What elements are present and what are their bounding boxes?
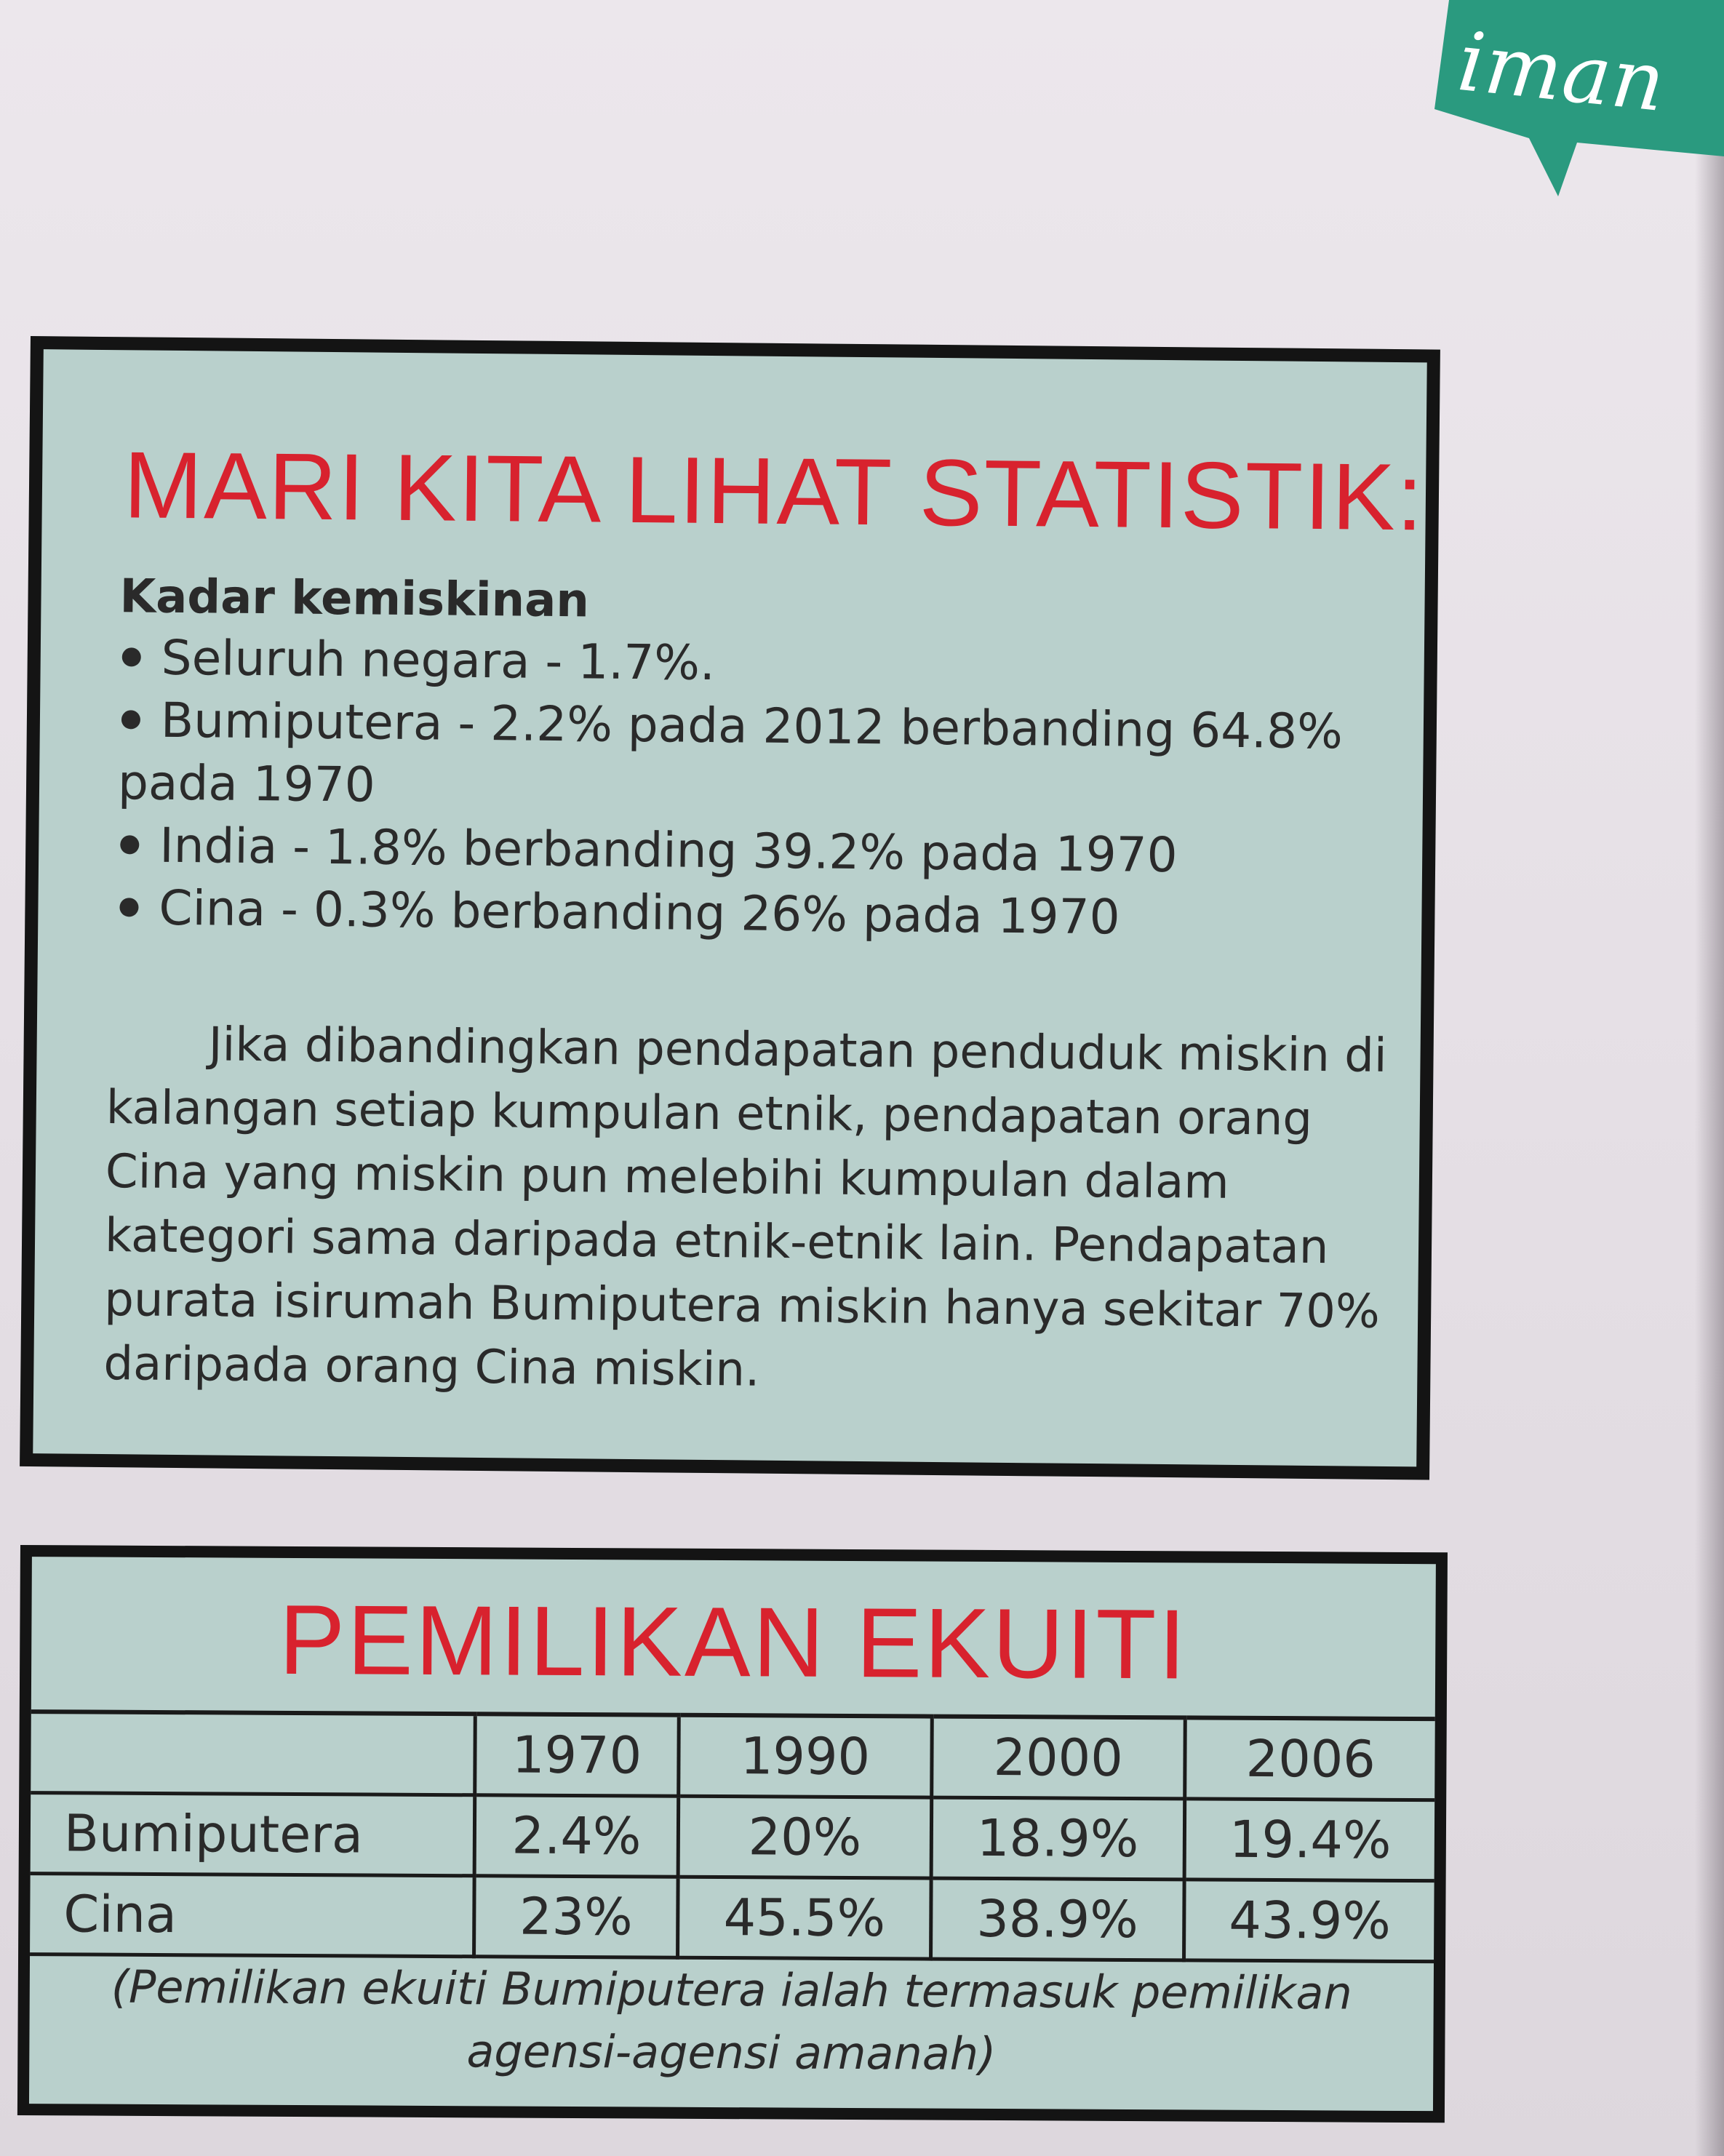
table-header-cell: 1970	[475, 1714, 679, 1796]
list-item	[116, 877, 1397, 951]
table-row	[30, 1874, 1434, 1962]
section-tab-label: iman	[1453, 15, 1670, 131]
bullet-icon	[122, 647, 141, 666]
table-cell: 2.4%	[474, 1795, 679, 1877]
list-item-text: Bumiputera - 2.2% pada 2012 berbanding 64.8% pada 1970	[117, 692, 1344, 813]
table-header-row	[31, 1712, 1435, 1800]
statistics-box	[20, 336, 1440, 1480]
table-header-cell: 1990	[679, 1715, 932, 1797]
table-row-label: Cina	[30, 1874, 474, 1957]
bullet-icon	[119, 898, 138, 917]
list-item-text: Cina - 0.3% berbanding 26% pada 1970	[159, 879, 1120, 946]
table-cell: 45.5%	[678, 1877, 931, 1959]
bullet-icon	[121, 710, 140, 729]
poverty-rate-list	[116, 626, 1400, 951]
table-cell: 43.9%	[1184, 1880, 1434, 1962]
list-item-text: India - 1.8% berbanding 39.2% pada 1970	[159, 817, 1178, 884]
table-cell: 23%	[474, 1876, 679, 1957]
bullet-icon	[120, 835, 139, 854]
statistics-subtitle: Kadar kemiskinan	[119, 570, 590, 628]
equity-title: PEMILIKAN EKUITI	[279, 1584, 1189, 1700]
list-item	[118, 689, 1400, 826]
list-item	[119, 626, 1400, 701]
table-cell: 20%	[678, 1796, 931, 1878]
table-cell: 19.4%	[1184, 1799, 1434, 1881]
table-cell: 18.9%	[931, 1797, 1184, 1880]
equity-note: (Pemilikan ekuiti Bumiputera ialah termasuk pemilikan agensi-agensi amanah)	[111, 1960, 1352, 2081]
table-header-cell: 2006	[1184, 1717, 1435, 1800]
list-item-text: Seluruh negara - 1.7%.	[161, 629, 716, 692]
income-paragraph: Jika dibandingkan pendapatan penduduk miskin di kalangan setiap kumpulan etnik, pendapatan orang Cina yang miskin pun melebihi kumpulan dalam kategori sama daripada etnik-etnik lain. Pendapatan purata isirumah Bumiputera miskin hanya sekitar 70% daripada orang Cina miskin.	[103, 1018, 1388, 1397]
section-tab	[1434, 0, 1724, 196]
statistics-title: MARI KITA LIHAT STATISTIK:	[123, 431, 1425, 551]
page-edge-shadow	[1695, 0, 1724, 2156]
equity-box	[17, 1545, 1448, 2123]
table-cell: 38.9%	[930, 1878, 1184, 1960]
table-header-cell	[31, 1712, 475, 1795]
table-row-label: Bumiputera	[31, 1793, 475, 1876]
table-header-cell: 2000	[932, 1717, 1185, 1799]
equity-table	[30, 1709, 1435, 1963]
table-row	[31, 1793, 1435, 1881]
list-item	[117, 814, 1398, 889]
